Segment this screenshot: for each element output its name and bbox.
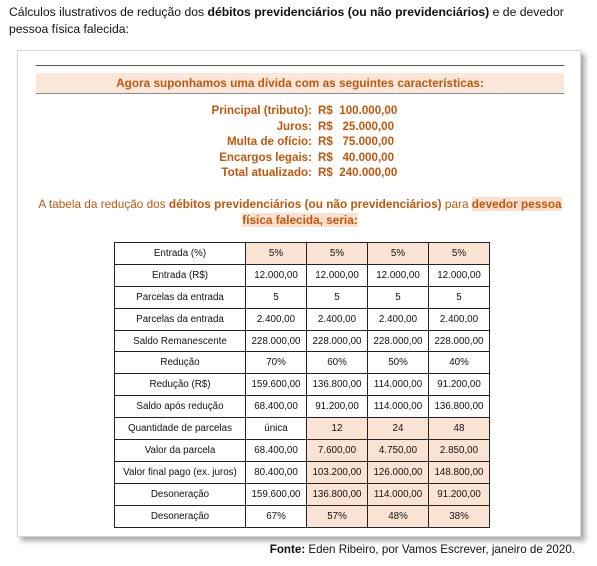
- debt-row: [138, 134, 458, 150]
- intro-text-2: e de devedor pessoa física falecida:: [9, 5, 564, 36]
- table-cell: 136.800,00: [307, 374, 368, 396]
- row-label: Quantidade de parcelas: [115, 418, 246, 440]
- table-cell: 2.400,00: [368, 308, 429, 330]
- table-cell: 5%: [246, 243, 307, 265]
- table-cell: 5%: [429, 243, 490, 265]
- source-label: Fonte:: [269, 543, 306, 556]
- row-label: Redução (R$): [115, 374, 246, 396]
- table-cell: 68.400,00: [246, 396, 307, 418]
- table-row: [115, 505, 490, 527]
- table-row: [115, 374, 490, 396]
- intro-text-1: Cálculos ilustrativos de redução dos: [9, 5, 208, 19]
- row-label: Parcelas da entrada: [115, 308, 246, 330]
- debt-label: Juros:: [276, 119, 312, 133]
- table-cell: 91.200,00: [307, 396, 368, 418]
- table-cell: 148.800,00: [429, 461, 490, 483]
- table-cell: 228.000,00: [246, 330, 307, 352]
- debt-row: [138, 165, 458, 181]
- table-cell: 126.000,00: [368, 461, 429, 483]
- table-cell: 91.200,00: [429, 483, 490, 505]
- table-cell: 4.750,00: [368, 440, 429, 462]
- reduction-table: [114, 242, 490, 528]
- table-cell: 228.000,00: [368, 330, 429, 352]
- row-label: Entrada (R$): [115, 264, 246, 286]
- table-cell: 24: [368, 418, 429, 440]
- row-label: Desoneração: [115, 483, 246, 505]
- debt-value: R$ 100.000,00: [318, 104, 398, 117]
- row-label: Desoneração: [115, 505, 246, 527]
- debt-row: [138, 150, 458, 166]
- table-cell: 5: [246, 286, 307, 308]
- table-cell: 136.800,00: [429, 396, 490, 418]
- debt-row: [138, 103, 458, 119]
- table-cell: 5: [429, 286, 490, 308]
- debt-value: R$ 25.000,00: [318, 119, 395, 133]
- row-label: Redução: [115, 352, 246, 374]
- table-cell: 38%: [429, 505, 490, 527]
- table-cell: 12.000,00: [246, 264, 307, 286]
- table-cell: 136.800,00: [307, 483, 368, 505]
- intro-paragraph: [9, 4, 589, 38]
- table-cell: 48: [429, 418, 490, 440]
- row-label: Parcelas da entrada: [115, 286, 246, 308]
- debt-label: Encargos legais:: [219, 150, 312, 164]
- table-cell: 57%: [307, 505, 368, 527]
- table-cell: 228.000,00: [429, 330, 490, 352]
- table-cell: 68.400,00: [246, 440, 307, 462]
- table-cell: 2.850,00: [429, 440, 490, 462]
- table-row: [115, 264, 490, 286]
- debt-characteristics: [138, 103, 458, 181]
- source-caption: [0, 543, 575, 556]
- table-cell: 5%: [368, 243, 429, 265]
- table-cell: 60%: [307, 352, 368, 374]
- headline: Agora suponhamos uma dívida com as seguintes características:: [36, 73, 564, 94]
- row-label: Entrada (%): [115, 243, 246, 265]
- table-row: [115, 330, 490, 352]
- table-row: [115, 243, 490, 265]
- table-cell: 2.400,00: [246, 308, 307, 330]
- table-cell: 40%: [429, 352, 490, 374]
- table-cell: 67%: [246, 505, 307, 527]
- table-cell: 114.000,00: [368, 374, 429, 396]
- table-cell: 12.000,00: [429, 264, 490, 286]
- table-cell: 5: [307, 286, 368, 308]
- intro-text-bold: débitos previdenciários (ou não previdenciários): [207, 5, 490, 19]
- table-row: [115, 308, 490, 330]
- debt-label: Multa de ofício:: [226, 135, 312, 149]
- table-cell: 5%: [307, 243, 368, 265]
- table-row: [115, 286, 490, 308]
- table-cell: 50%: [368, 352, 429, 374]
- table-row: [115, 483, 490, 505]
- table-cell: 114.000,00: [368, 483, 429, 505]
- table-cell: única: [246, 418, 307, 440]
- debt-value: R$ 75.000,00: [318, 135, 395, 149]
- table-row: [115, 440, 490, 462]
- table-cell: 7.600,00: [307, 440, 368, 462]
- debt-value: R$ 40.000,00: [318, 150, 395, 164]
- table-cell: 2.400,00: [429, 308, 490, 330]
- table-row: [115, 461, 490, 483]
- table-cell: 91.200,00: [429, 374, 490, 396]
- row-label: Valor da parcela: [115, 440, 246, 462]
- table-cell: 159.600,00: [246, 374, 307, 396]
- debt-row: [138, 119, 458, 135]
- row-label: Saldo Remanescente: [115, 330, 246, 352]
- table-cell: 2.400,00: [307, 308, 368, 330]
- table-row: [115, 396, 490, 418]
- table-cell: 80.400,00: [246, 461, 307, 483]
- table-cell: 114.000,00: [368, 396, 429, 418]
- table-cell: 48%: [368, 505, 429, 527]
- table-cell: 5: [368, 286, 429, 308]
- table-row: [115, 352, 490, 374]
- table-title-text-2: para: [441, 197, 472, 211]
- debt-label: Total atualizado:: [221, 166, 312, 180]
- table-cell: 12: [307, 418, 368, 440]
- debt-value: R$ 240.000,00: [318, 166, 398, 180]
- table-cell: 103.200,00: [307, 461, 368, 483]
- table-cell: 228.000,00: [307, 330, 368, 352]
- table-title: [36, 197, 564, 228]
- debt-label: Principal (tributo):: [211, 104, 312, 117]
- row-label: Saldo após redução: [115, 396, 246, 418]
- table-cell: 12.000,00: [307, 264, 368, 286]
- table-title-highlight: devedor pessoa física falecida, seria:: [242, 197, 562, 227]
- table-cell: 70%: [246, 352, 307, 374]
- table-title-text-1: A tabela da redução dos: [38, 197, 169, 211]
- source-text: Eden Ribeiro, por Vamos Escrever, janeiro de 2020.: [305, 543, 575, 556]
- table-cell: 159.600,00: [246, 483, 307, 505]
- table-cell: 12.000,00: [368, 264, 429, 286]
- top-rule: [36, 65, 564, 66]
- row-label: Valor final pago (ex. juros): [115, 461, 246, 483]
- table-title-bold: débitos previdenciários (ou não previdenciários): [168, 197, 442, 211]
- table-row: [115, 418, 490, 440]
